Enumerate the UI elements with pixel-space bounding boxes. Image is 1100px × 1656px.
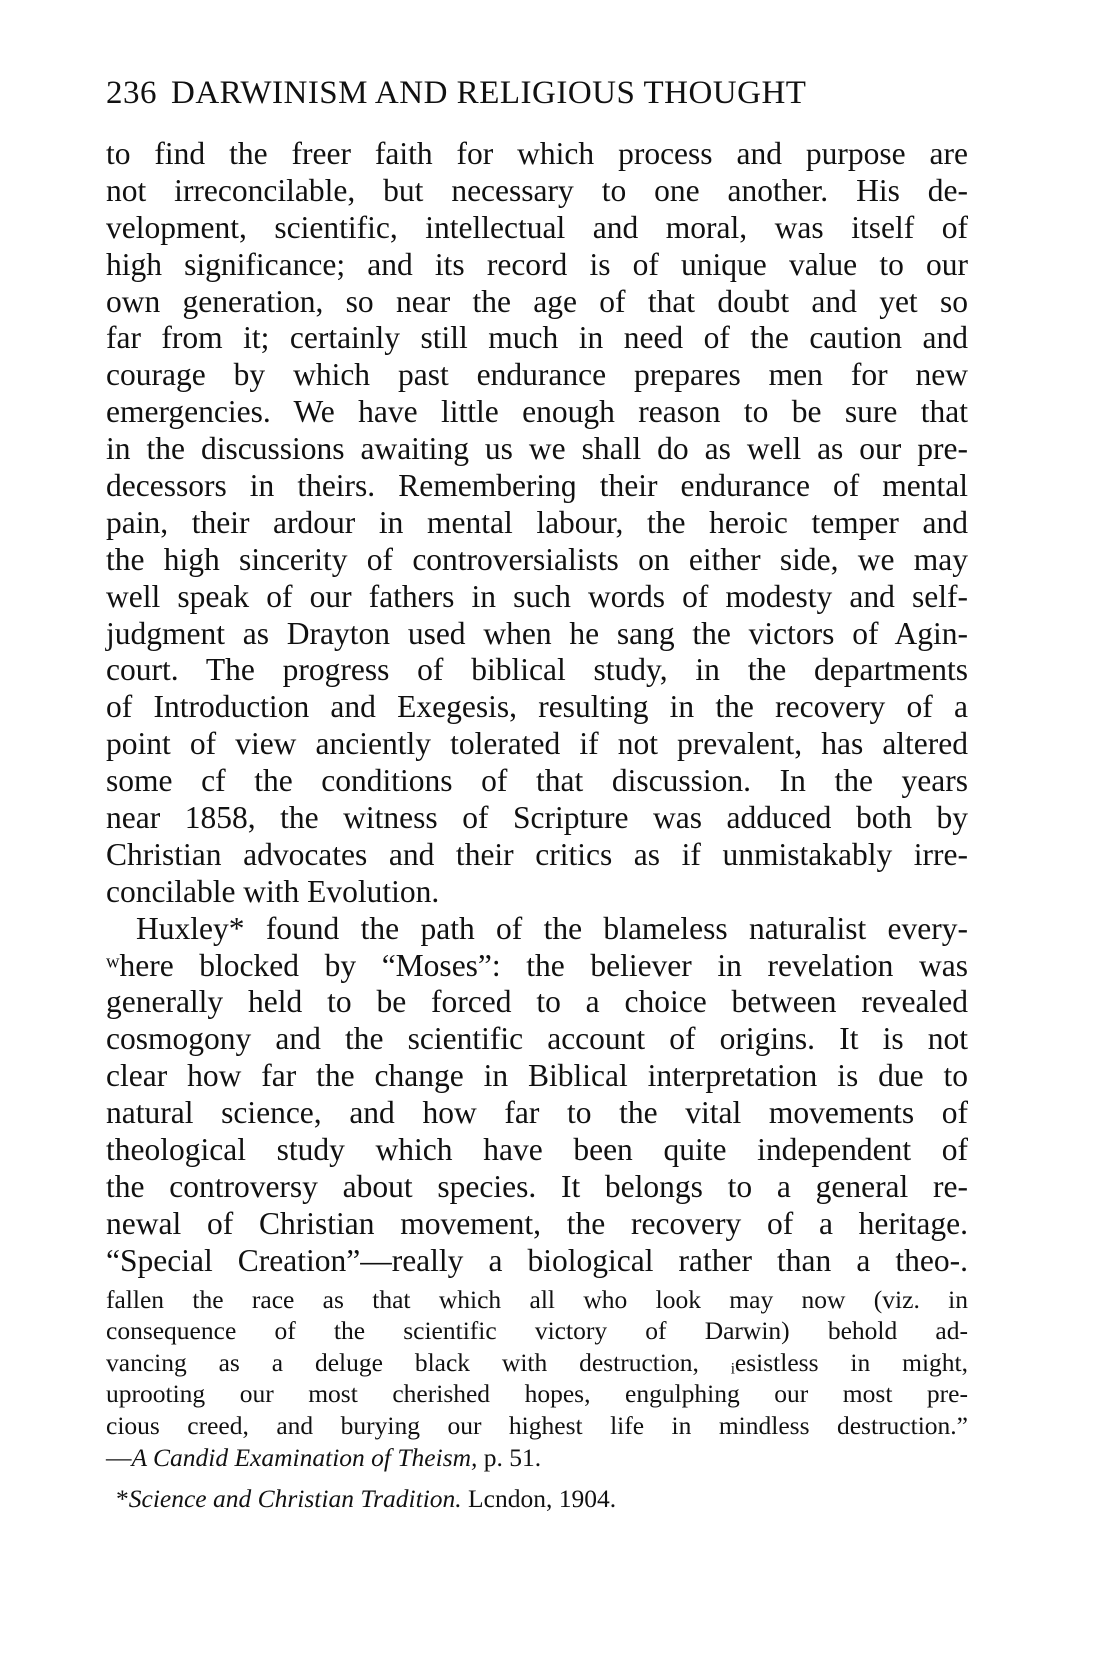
- text-line: far from it; certainly still much in need of the caution and: [106, 320, 968, 356]
- body-text: [106, 136, 968, 1280]
- text-line: natural science, and how far to the vital movements of: [106, 1095, 968, 1131]
- text-line: cosmogony and the scientific account of origins. It is not: [106, 1021, 968, 1057]
- running-head: [106, 62, 968, 124]
- text-line: the controversy about species. It belongs to a general re-: [106, 1168, 968, 1204]
- reference-title: Science and Christian Tradition.: [128, 1484, 462, 1514]
- text-line: well speak of our fathers in such words of modesty and self-: [106, 578, 968, 614]
- text-line: Huxley* found the path of the blameless naturalist every-: [136, 910, 968, 946]
- footnote-reference: [106, 1483, 968, 1515]
- text-line: courage by which past endurance prepares men for new: [106, 357, 968, 393]
- text-line: ʷhere blocked by “Moses”: the believer in revelation was: [106, 947, 968, 983]
- text-line: concilable with Evolution.: [106, 873, 440, 909]
- text-line: not irreconcilable, but necessary to one another. His de-: [106, 172, 968, 208]
- text-line: of Introduction and Exegesis, resulting in the recovery of a: [106, 689, 968, 725]
- footnote-marker: *: [116, 1484, 129, 1514]
- text-line: court. The progress of biblical study, in the departments: [106, 652, 968, 688]
- text-line: Christian advocates and their critics as if unmistakably irre-: [106, 836, 968, 872]
- text-line: emergencies. We have little enough reason to be sure that: [106, 394, 968, 430]
- text-line: to find the freer faith for which process and purpose are: [106, 136, 968, 171]
- text-line: own generation, so near the age of that doubt and yet so: [106, 283, 968, 319]
- text-line: theological study which have been quite independent of: [106, 1132, 968, 1168]
- text-line: “Special Creation”—really a biological rather than a theo-.: [106, 1242, 968, 1278]
- footnotes: [106, 1284, 968, 1515]
- text-line: near 1858, the witness of Scripture was adduced both by: [106, 800, 968, 836]
- text-line: decessors in theirs. Rememberinɡ their endurance of mental: [106, 468, 968, 504]
- footnote-citation: [106, 1442, 968, 1474]
- text-line: velopment, scientific, intellectual and moral, was itself of: [106, 209, 968, 245]
- footnote-line: vancing as a deluge black with destruction, ᵢesistless in might,: [106, 1347, 968, 1377]
- text-line: the high sincerity of controversialists on either side, we may: [106, 541, 968, 577]
- text-line: in the discussions awaiting us we shall do as well as our pre-: [106, 431, 968, 467]
- text-line: judgment as Drayton used when he sang the victors of Agin-: [106, 615, 968, 651]
- page: [106, 62, 968, 1515]
- reference-place: Lcndon, 1904.: [461, 1484, 617, 1514]
- page-number: 236: [106, 75, 157, 111]
- citation-title: A Candid Examination of Theism,: [131, 1442, 478, 1472]
- footnote-line: cious creed, and burying our highest life in mindless destruction.”: [106, 1410, 968, 1440]
- footnote-line: consequence of the scientific victory of Darwin) behold ad-: [106, 1316, 968, 1346]
- text-line: high significance; and its record is of unique value to our: [106, 246, 968, 282]
- footnote-line: fallen the race as that which all who look may now (viz. in: [106, 1284, 968, 1314]
- citation-dash: —: [106, 1442, 132, 1472]
- text-line: generally held to be forced to a choice between revealed: [106, 984, 968, 1020]
- text-line: point of view anciently tolerated if not prevalent, has altered: [106, 726, 968, 762]
- text-line: clear how far the change in Biblical interpretation is due to: [106, 1058, 968, 1094]
- citation-page: p. 51.: [477, 1442, 542, 1472]
- text-line: pain, their ardour in mental labour, the heroic temper and: [106, 504, 968, 540]
- running-title: DARWINISM AND RELIGIOUS THOUGHT: [171, 75, 807, 111]
- text-line: some cf the conditions of that discussion. In the years: [106, 763, 968, 799]
- footnote-line: uprooting our most cherished hopes, engulphing our most pre-: [106, 1379, 968, 1409]
- text-line: newal of Christian movement, the recovery of a heritage.: [106, 1205, 968, 1241]
